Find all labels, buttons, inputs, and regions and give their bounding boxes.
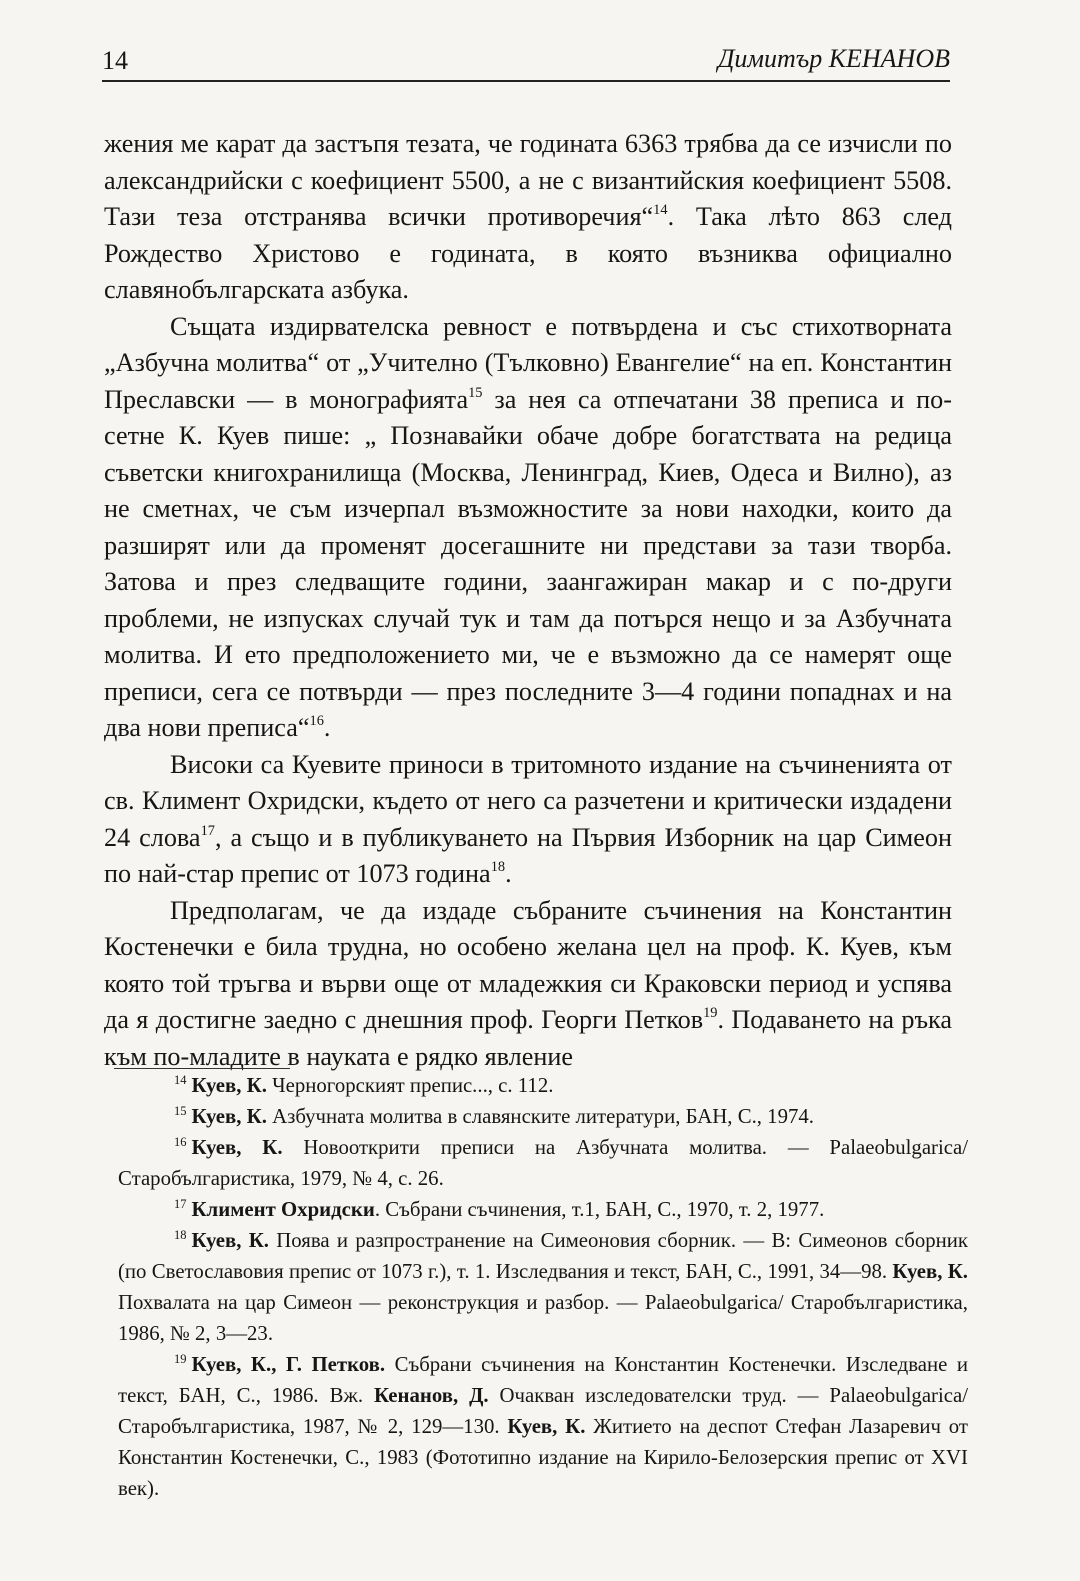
footnotes bbox=[118, 1070, 968, 1504]
footnote-ref-19: 19 bbox=[703, 1005, 718, 1022]
footnote-ref-16: 16 bbox=[309, 713, 324, 730]
footnote-19: $^{19}$ Куев, К., Г. Петков. Събрани съчинения на Константин Костенечки. Изследване и текст, БАН, С., 1986. Вж. Кенанов, Д. Очакван изследователски труд. — Palaeobulgarica/ Старобългаристика, 1987, № 2, 129—130. Куев, К. Житието на деспот Стефан Лазаревич от Константин Костенечки, С., 1983 (Фототипно издание на Кирило-Белозерския препис от XVI век). bbox=[118, 1351, 969, 1500]
paragraph-2: Същата издирвателска ревност е потвърдена и със стихотворната „Азбучна молитва“ от „Учително (Тълковно) Евангелие“ на еп. Константин Преславски — в монографията$^{15}$ за нея са отпечатани 38 преписа и по-сетне К. Куев пише: „ Познавайки обаче добре богатствата на редица съветски книгохранилища (Москва, Ленинград, Киев, Одеса и Вилно), аз не сметнах, че съм изчерпал възможностите за нови находки, които да разширят или да променят досегашните ни представи за тази творба. Затова и през следващите години, заангажиран макар и с по-други проблеми, не изпусках случай тук и там да потърся нещо и за Азбучната молитва. И ето предположението ми, че е възможно да се намерят още преписи, сега се потвърди — през последните 3—4 години попаднах и на два нови преписа“$^{16}$. bbox=[104, 311, 952, 742]
paragraph-4: Предполагам, че да издаде събраните съчинения на Константин Костенечки е била трудна, но особено желана цел на проф. К. Куев, към която той тръгва и върви още от младежкия си Краковски период и успява да я достигне заедно с днешния проф. Георги Петков$^{19}$. Подаването на ръка към по-младите в науката е рядко явление bbox=[104, 895, 952, 1071]
paragraph-3: Високи са Куевите приноси в тритомното издание на съчиненията от св. Климент Охридски, където от него са разчетени и критически издадени 24 слова$^{17}$, а също и в публикуването на Първия Изборник на цар Симеон по най-стар препис от 1073 година$^{18}$. bbox=[104, 749, 952, 888]
footnote-ref-15: 15 bbox=[468, 384, 483, 401]
footnote-18: $^{18}$ Куев, К. Поява и разпространение на Симеоновия сборник. — В: Симеонов сборник (по Светославовия препис от 1073 г.), т. 1. Изследвания и текст, БАН, С., 1991, 34—98. Куев, К. Похвалата на цар Симеон — реконструкция и разбор. — Palaeobulgarica/ Старобългаристика, 1986, № 2, 3—23. bbox=[118, 1227, 968, 1345]
footnote-16: $^{16}$ Куев, К. Новооткрити преписи на Азбучната молитва. — Palaeobulgarica/ Старобългаристика, 1979, № 4, с. 26. bbox=[118, 1134, 968, 1190]
paragraph-1: жения ме карат да застъпя тезата, че годината 6363 трябва да се изчисли по александрийски с коефициент 5500, а не с византийския коефициент 5508. Тази теза отстранява всички противоречия“$^{14}$. Така лѣто 863 след Рождество Христово е годината, в която възниква официално славянобългарската азбука. bbox=[104, 129, 952, 304]
footnote-ref-14: 14 bbox=[653, 202, 668, 219]
footnote-separator bbox=[114, 1068, 290, 1069]
running-title: Димитър КЕНАНОВ bbox=[717, 44, 950, 73]
footnote-ref-17: 17 bbox=[200, 822, 215, 839]
footnote-17: $^{17}$ Климент Охридски. Събрани съчинения, т.1, БАН, С., 1970, т. 2, 1977. bbox=[174, 1196, 825, 1221]
page-header bbox=[102, 36, 950, 82]
footnote-ref-18: 18 bbox=[490, 859, 506, 876]
footnote-14: $^{14}$ Куев, К. Черногорският препис..., с. 112. bbox=[174, 1072, 554, 1097]
main-text bbox=[104, 126, 952, 1075]
footnote-15: $^{15}$ Куев, К. Азбучната молитва в славянските литератури, БАН, С., 1974. bbox=[174, 1103, 814, 1128]
page-number: 14 bbox=[102, 46, 128, 75]
